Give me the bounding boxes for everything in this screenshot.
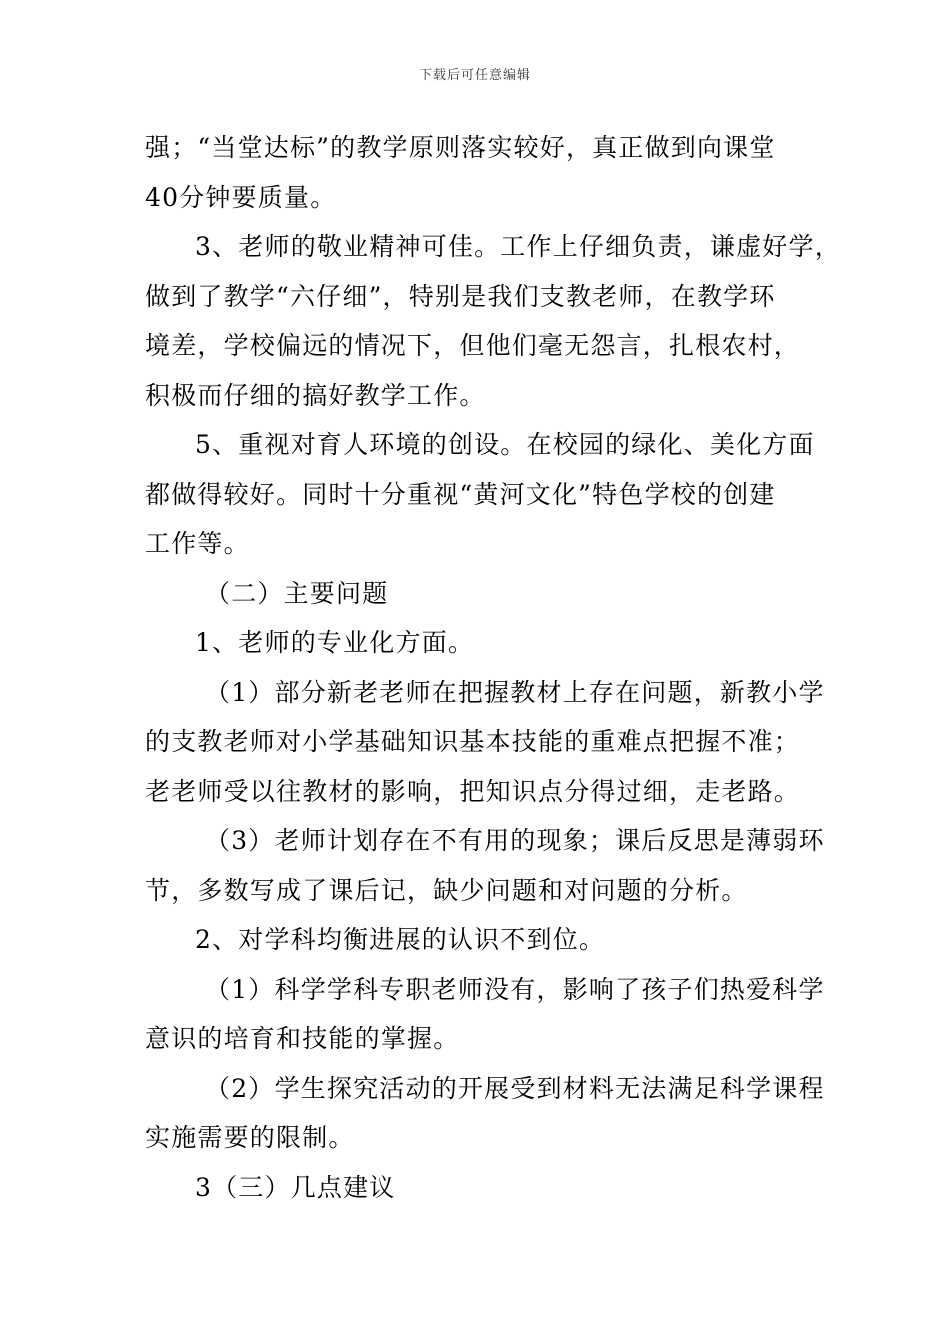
page-header: 下载后可任意编辑 xyxy=(418,68,531,83)
text-line: 5、重视对育人环境的创设。在校园的绿化、美化方面 xyxy=(195,430,815,459)
text-line: （1）部分新老老师在把握教材上存在问题，新教小学 xyxy=(205,677,825,707)
section-heading: （二）主要问题 xyxy=(205,578,389,608)
text-line: 境差，学校偏远的情况下，但他们毫无怨言，扎根农村， xyxy=(145,331,801,360)
text-line: 老老师受以往教材的影响，把知识点分得过细，走老路。 xyxy=(145,776,801,806)
document-body xyxy=(145,123,841,1212)
text-line: 的支教老师对小学基础知识基本技能的重难点把握不准； xyxy=(145,727,801,756)
text-line: 实施需要的限制。 xyxy=(145,1123,355,1152)
text-line: 意识的培育和技能的掌握。 xyxy=(145,1024,460,1053)
section-heading: 3（三）几点建议 xyxy=(195,1172,396,1202)
text-line: 2、对学科均衡进展的认识不到位。 xyxy=(195,925,606,954)
text-line: 做到了教学“六仔细”，特别是我们支教老师，在教学环 xyxy=(145,281,776,311)
text-line: （2）学生探究活动的开展受到材料无法满足科学课程 xyxy=(205,1073,825,1103)
text-line: 都做得较好。同时十分重视“黄河文化”特色学校的创建 xyxy=(145,479,776,509)
text-line: （1）科学学科专职老师没有，影响了孩子们热爱科学 xyxy=(205,974,825,1004)
text-line: 工作等。 xyxy=(145,529,250,558)
text-line: 1、老师的专业化方面。 xyxy=(195,628,475,657)
text-line: （3）老师计划存在不有用的现象；课后反思是薄弱环 xyxy=(205,826,825,855)
text-line: 40分钟要质量。 xyxy=(145,182,337,212)
text-line: 强；“当堂达标”的教学原则落实较好，真正做到向课堂 xyxy=(145,133,776,162)
text-line: 积极而仔细的搞好教学工作。 xyxy=(145,380,486,410)
text-line: 3、老师的敬业精神可佳。工作上仔细负责，谦虚好学， xyxy=(195,232,841,261)
text-line: 节，多数写成了课后记，缺少问题和对问题的分析。 xyxy=(145,875,748,905)
